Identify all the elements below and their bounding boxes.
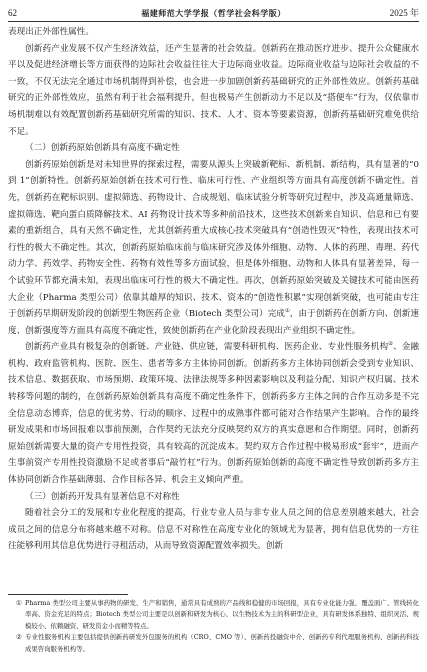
paragraph-text: ，由于创新药在创新方向、创新速度、创新强度等方面具有高度不确定性，致使创新药在产业化阶段表现出产业组织不确定性。 <box>8 309 419 336</box>
paragraph-information-asymmetry: 随着社会分工的发展和专业化程度的提高，行业专业人员与非专业人员之间的信息差别越来越大，社会成员之间的信息分布将越来越不对称。信息不对称性在高度专业化的领域尤为显著，拥有信息优势的一方往往能够利用其信息优势进行寻租活动，从而导致资源配置效率损失。创新 <box>8 508 419 552</box>
journal-title: 福建师范大学学报（哲学社会科学版） <box>141 8 286 18</box>
paragraph-text: 创新药原始创新是对未知世界的探索过程，需要从源头上突破新靶标、新机制、新结构，具有显著的“0 到 1”创新特性。创新药原始创新在技术可行性、临床可行性、产业组织等方面具有高度创新不确定性。首先，创新药在靶标识别、虚拟筛选、药物设计、合成规划、临床试验分析等研究过程中，涉及高通量筛选、虚拟筛选、靶向蛋白质降解技术、AI 药物设计技术等多种前沿技术，这些技术创新来自知识、信息和已有要素的重新组合，具有天然不确定性，尤其创新药重大成核心技术突破具有“创造性毁灭”特性，表现出技术可行性的极大不确定性。其次，创新药原始临床前与临床研究涉及体外细胞、动物、人体的药理、毒理、药代动力学、药效学、药物安全性、药物有效性等多方面试验，但是体外细胞、动物和人体具有显著差异，每一个试验环节都充满未知，表现出临床可行性的极大不确定性。再次，创新药原始突破及关键技术可能由医药大企业（Pharma 类型公司）依靠其雄厚的知识、技术、资本的“创造性积累”实现创新突破，也可能由专注于创新药早期研发阶段的创新型生物医药企业（Biotech 类型公司）完成 <box>8 159 419 320</box>
page-number: 62 <box>8 8 17 18</box>
footnote-text: 专业性服务机构主要包括提供创新药研发外包服务的机构（CRO、CMO 等）、创新药投融资中介、创新药专利代理服务机构、创新药科技成果咨询服务机构等。 <box>25 633 419 653</box>
paragraph-social-benefit: 创新药产业发展不仅产生经济效益，还产生显著的社会效益。创新药在推动医疗进步、提升公众健康水平以及促进经济增长等方面获得的边际社会收益往往大于边际商业收益。边际商业收益与边际社会收益的不一致，不仅无法完全通过市场机制得到补偿，也会进一步加剧创新药基础研究的正外部性效应。创新药基础研究的正外部性效应，虽然有利于社会福利提升，但也极易产生创新动力不足以及“搭便车”行为，仅依靠市场机制难以有效配置创新药基础研究所需的知识、技术、人才、资本等要素资源，创新药基础研究难免供给不足。 <box>8 43 419 137</box>
footnote-ref-2[interactable]: ② <box>388 341 394 348</box>
footnote-1 <box>8 598 419 632</box>
footnote-text: Pharma 类型公司主要从事药物的研发、生产和销售，通常具有成熟的产品线和稳健的市场回报，具有专业化能力强、覆盖面广、管线转化率高、资金充足的特点；Biotech 类型公司主要是以创新和研发为核心、以生物技术为主的科研型企业，具有研发体系独特、组织灵活、规模较小、依赖融资、研发资金小而精等特点。 <box>25 599 419 630</box>
section-heading-information-asymmetry: （三）创新药开发具有显著信息不对称性 <box>25 491 180 502</box>
paragraph-original-innovation <box>8 157 419 340</box>
section-heading-uncertainty: （二）创新药原始创新具有高度不确定性 <box>25 143 180 154</box>
footnotes <box>8 598 419 668</box>
footnote-rule <box>8 594 128 595</box>
paragraph-text: 创新药产业具有极复杂的创新链、产业链、供应链，需要科研机构、医药企业、专业性服务机构 <box>25 342 389 353</box>
paragraph-text: 、金融机构、政府监管机构、医院、医生、患者等多方主体协同创新。创新药多方主体协同创新会受到专业知识、技术信息、数据获取、市场预期、政策环境、法律法规等多种因素影响以及利益分配、知识产权归属、技术转移等问题的制约，在创新药原始创新具有高度不确定性条件下，创新药多方主体之间的合作互动多是不完全信息动态博弈，信息的优劣势、行动的顺序、过程中的成熟事件都可能对合作结果产生影响。合作的最终研发成果和市场回报难以事前预测，合作契约无法充分反映契约双方的真实意愿和合作期望。同时，创新药原始创新需要大量的资产专用性投资，具有较高的沉淀成本。契约双方合作过程中极易形成“套牢”，进而产生事前资产专用性投资激励不足或者事后“敲竹杠”行为。创新药原始创新的高度不确定性导致创新药多方主体协同创新合作基础薄弱、合作目标各异、机会主义倾向严重。 <box>8 342 419 486</box>
running-header <box>8 6 419 20</box>
footnote-2 <box>8 632 419 655</box>
footnote-ref-1[interactable]: ① <box>284 308 290 315</box>
footnote-mark: ① <box>16 599 22 607</box>
footnote-mark: ② <box>16 633 22 642</box>
main-text <box>8 24 419 590</box>
paragraph-collaboration <box>8 339 419 488</box>
publication-year: 2025 年 <box>389 8 419 18</box>
paragraph-continuation: 表现出正外部性属性。 <box>8 27 94 37</box>
header-rule <box>8 21 419 22</box>
